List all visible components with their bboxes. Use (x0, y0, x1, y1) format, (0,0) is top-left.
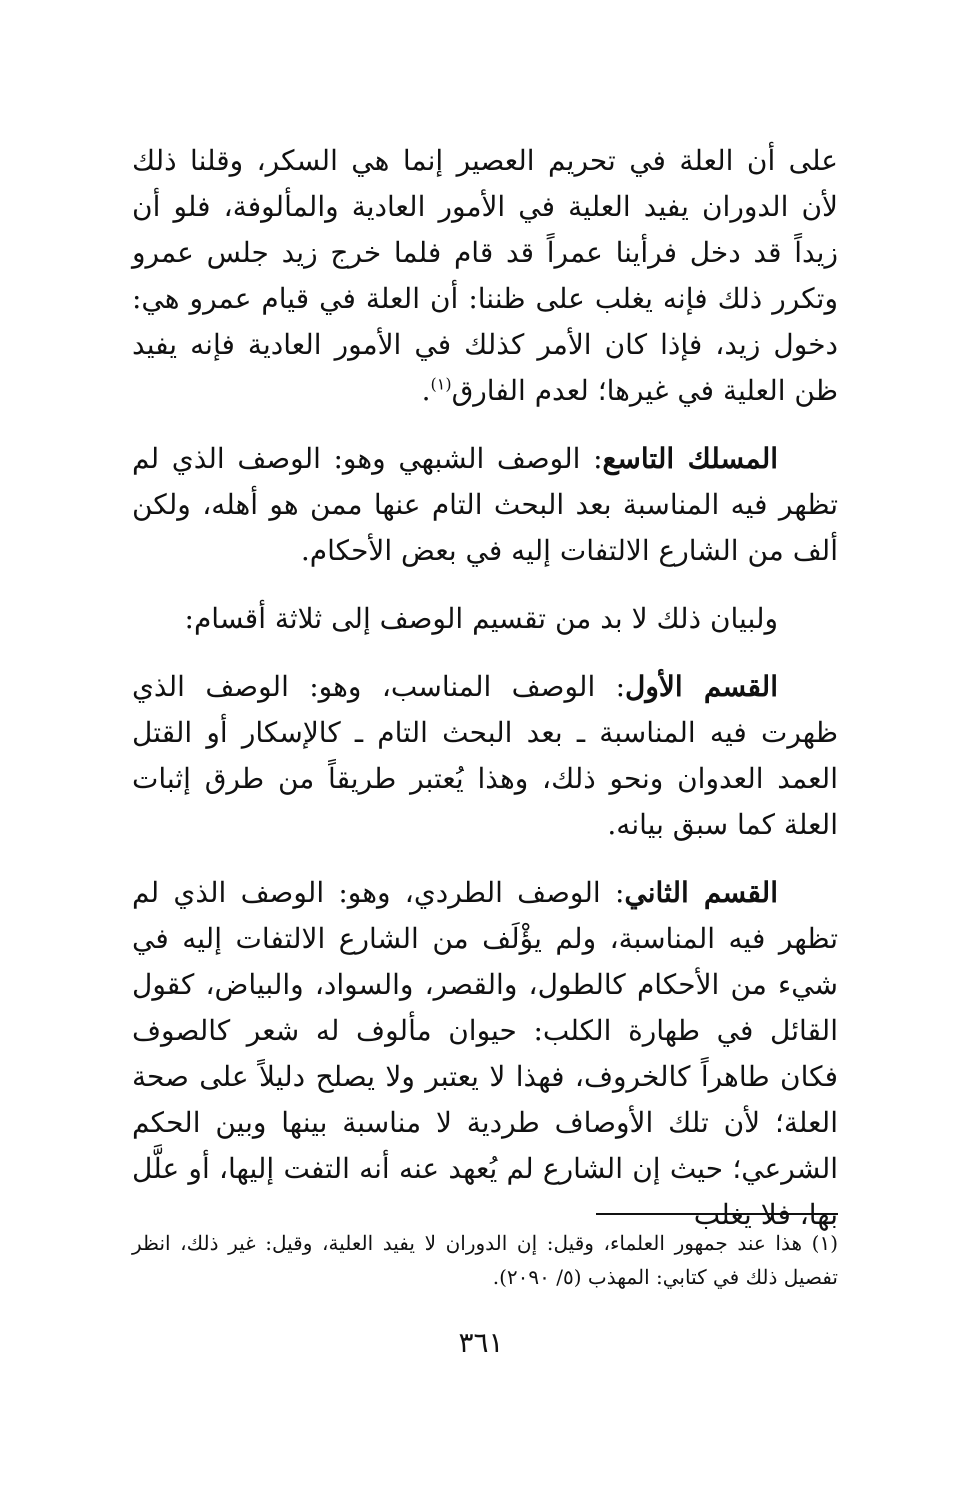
paragraph-5-heading: القسم الثاني (624, 876, 778, 909)
main-text (132, 138, 838, 1260)
page-number: ٣٦١ (458, 1326, 504, 1359)
footnote-marker: (١) (811, 1231, 838, 1255)
paragraph-3 (132, 596, 838, 642)
paragraph-2-text: : الوصف الشبهي وهو: الوصف الذي لم تظهر فيه المناسبة بعد البحث التام عنها ممن هو أهله، ولكن ألف من الشارع الالتفات إليه في بعض الأحكام. (132, 442, 838, 567)
footnote-text: هذا عند جمهور العلماء، وقيل: إن الدوران لا يفيد العلية، وقيل: غير ذلك، انظر تفصيل ذلك في كتابي: المهذب (٥/ ٢٠٩٠). (132, 1231, 838, 1289)
paragraph-1 (132, 138, 838, 414)
footnote (132, 1226, 838, 1294)
paragraph-4 (132, 664, 838, 848)
paragraph-1-text: على أن العلة في تحريم العصير إنما هي السكر، وقلنا ذلك لأن الدوران يفيد العلية في الأمور العادية والمألوفة، فلو أن زيداً قد دخل فرأينا عمراً قد قام فلما خرج زيد جلس عمرو وتكرر ذلك فإنه يغلب على ظننا: أن العلة في قيام عمرو هي: دخول زيد، فإذا كان الأمر كذلك في الأمور العادية فإنه يفيد ظن العلية في غيرها؛ لعدم الفارق (132, 144, 838, 407)
paragraph-4-text: : الوصف المناسب، وهو: الوصف الذي ظهرت فيه المناسبة ـ بعد البحث التام ـ كالإسكار أو القتل العمد العدوان ونحو ذلك، وهذا يُعتبر طريقاً من طرق إثبات العلة كما سبق بيانه. (132, 670, 838, 841)
paragraph-1-tail: . (421, 374, 431, 407)
paragraph-3-text: ولبيان ذلك لا بد من تقسيم الوصف إلى ثلاثة أقسام: (184, 602, 778, 635)
paragraph-5 (132, 870, 838, 1238)
paragraph-5-text: : الوصف الطردي، وهو: الوصف الذي لم تظهر فيه المناسبة، ولم يؤْلَف من الشارع الالتفات إليه في شيء من الأحكام كالطول، والقصر، والسواد، والبياض، كقول القائل في طهارة الكلب: حيوان مألوف له شعر كالصوف فكان طاهراً كالخروف، فهذا لا يعتبر ولا يصلح دليلاً على صحة العلة؛ لأن تلك الأوصاف طردية لا مناسبة بينها وبين الحكم الشرعي؛ حيث إن الشارع لم يُعهد عنه أنه التفت إليها، أو علَّل بها، فلا يغلب (132, 876, 838, 1231)
paragraph-4-heading: القسم الأول (625, 670, 778, 703)
footnote-reference: (١) (430, 374, 452, 394)
footnote-divider (596, 1213, 838, 1215)
paragraph-2 (132, 436, 838, 574)
paragraph-2-heading: المسلك التاسع (602, 442, 779, 475)
